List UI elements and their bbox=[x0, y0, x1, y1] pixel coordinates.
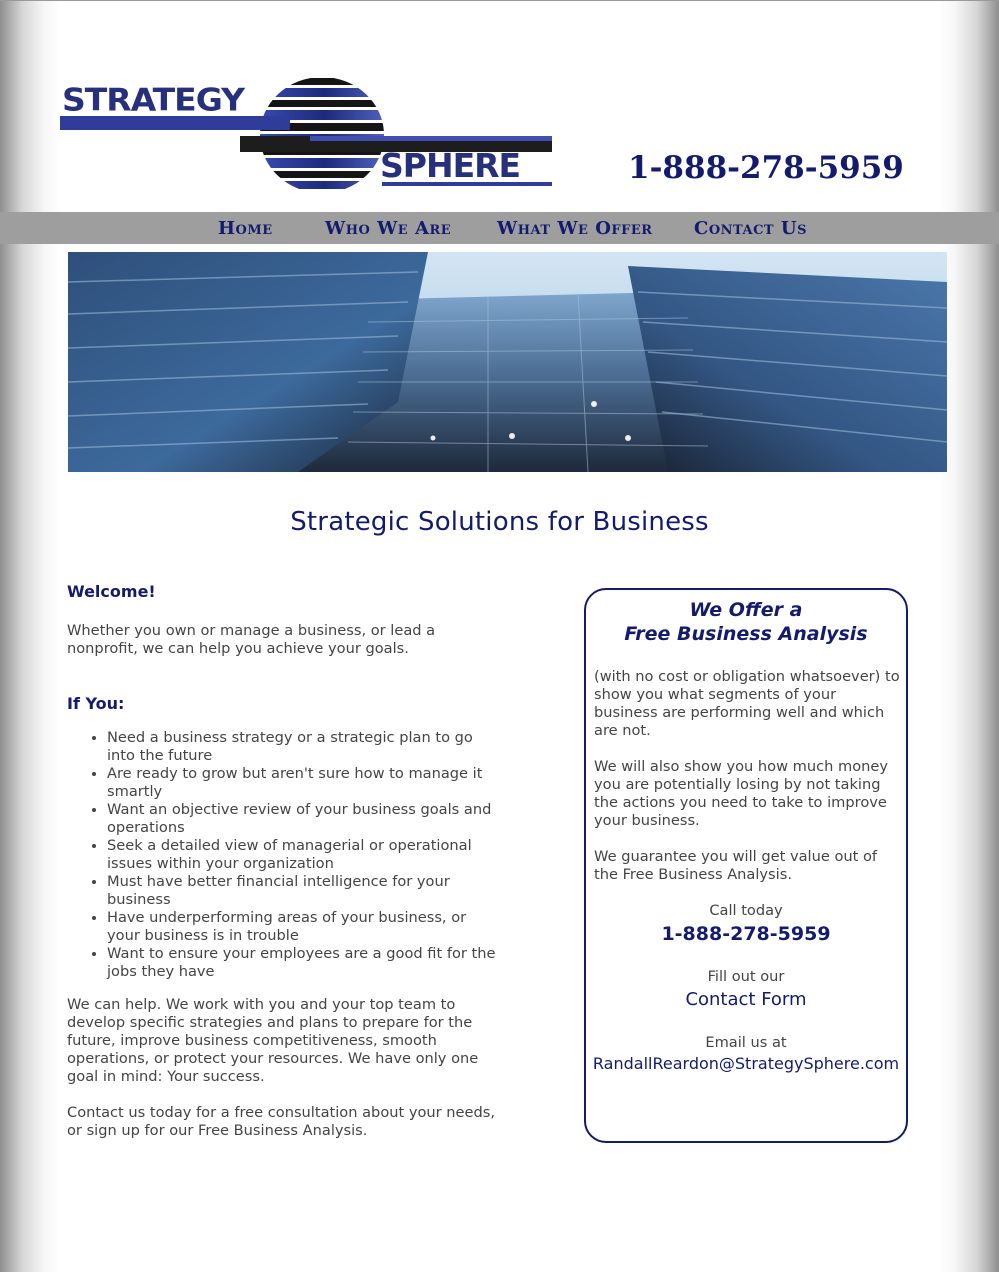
list-item: • Must have better financial intelligence for your business bbox=[107, 873, 497, 909]
nav-what-we-offer-link[interactable]: What We Offer bbox=[497, 218, 653, 239]
list-item: • Want to ensure your employees are a good fit for the jobs they have bbox=[107, 945, 497, 981]
offer-title-line1: We Offer a bbox=[689, 599, 803, 621]
contact-form-link[interactable]: Contact Form bbox=[685, 989, 807, 1010]
offer-title bbox=[586, 598, 906, 646]
main-nav bbox=[0, 212, 999, 244]
nav-home-link[interactable]: Home bbox=[218, 218, 273, 239]
logo-word-sphere: SPHERE bbox=[380, 146, 521, 185]
nav-who-we-are-link[interactable]: Who We Are bbox=[325, 218, 452, 239]
hero-building-image bbox=[68, 252, 947, 472]
page-title: Strategic Solutions for Business bbox=[290, 507, 709, 537]
help-paragraph: We can help. We work with you and your top team to develop specific strategies and plans to prepare for the future, improve business competitiveness, smooth operations, or protect your resources. We have only one goal in mind: Your success. bbox=[67, 996, 479, 1085]
list-item: • Are ready to grow but aren't sure how to manage it smartly bbox=[107, 765, 497, 801]
welcome-heading: Welcome! bbox=[67, 582, 156, 601]
fill-out-label: Fill out our bbox=[707, 968, 785, 985]
offer-text-1: (with no cost or obligation whatsoever) to show you what segments of your business are performing well and which are not. bbox=[594, 668, 900, 739]
list-item: • Need a business strategy or a strategic plan to go into the future bbox=[107, 729, 497, 765]
email-label: Email us at bbox=[705, 1034, 787, 1051]
offer-phone-number[interactable]: 1-888-278-5959 bbox=[661, 923, 831, 945]
offer-text-2: We will also show you how much money you are potentially losing by not taking the actions you need to take to improve your business. bbox=[594, 758, 889, 829]
logo-word-strategy: STRATEGY bbox=[62, 80, 244, 119]
list-item: • Seek a detailed view of managerial or operational issues within your organization bbox=[107, 837, 497, 873]
email-link[interactable]: RandallReardon@StrategySphere.com bbox=[592, 1054, 900, 1073]
contact-paragraph: Contact us today for a free consultation about your needs, or sign up for our Free Business Analysis. bbox=[67, 1104, 496, 1139]
offer-title-line2: Free Business Analysis bbox=[624, 623, 868, 645]
offer-text-3: We guarantee you will get value out of the Free Business Analysis. bbox=[594, 848, 878, 883]
list-item: • Want an objective review of your business goals and operations bbox=[107, 801, 497, 837]
building-illustration bbox=[68, 252, 947, 472]
nav-contact-us-link[interactable]: Contact Us bbox=[694, 218, 807, 239]
if-you-heading: If You: bbox=[67, 694, 125, 713]
welcome-text: Whether you own or manage a business, or lead a nonprofit, we can help you achieve your goals. bbox=[67, 622, 436, 657]
strategy-sphere-logo[interactable] bbox=[60, 74, 555, 196]
list-item: • Have underperforming areas of your business, or your business is in trouble bbox=[107, 909, 497, 945]
free-analysis-offer-box bbox=[584, 588, 908, 1143]
call-today-label: Call today bbox=[709, 902, 783, 919]
header-phone-number[interactable]: 1-888-278-5959 bbox=[628, 150, 904, 186]
needs-list bbox=[67, 729, 497, 981]
